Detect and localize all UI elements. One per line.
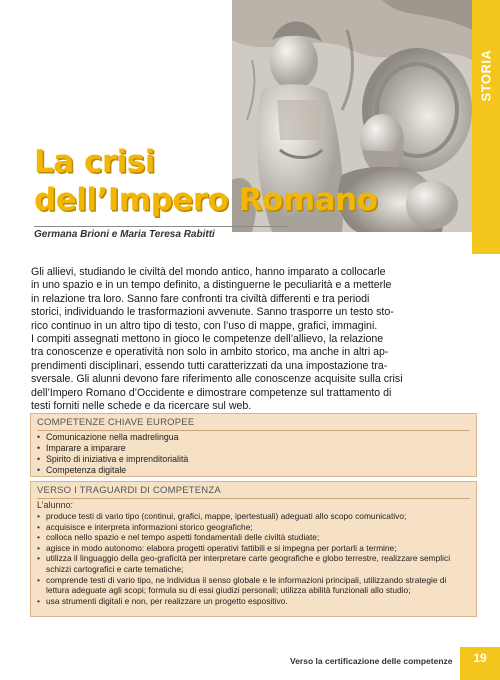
intro-line: tra conoscenze e operatività non solo in ambito storico, ma anche in altri ap- — [31, 346, 389, 359]
key-competences-list — [31, 432, 476, 476]
intro-line: Gli allievi, studiando le civiltà del mondo antico, hanno imparato a collocarle — [31, 266, 386, 278]
authors: Germana Brioni e Maria Teresa Rabitti — [34, 229, 215, 240]
competence-goals-box — [30, 481, 477, 617]
intro-line: storici, individuando le trasformazioni avvenute. Sanno trasporre un testo sto- — [31, 306, 394, 319]
list-item: • agisce in modo autonomo: elabora progetti operativi fattibili e si impegna per portarli a termine; — [37, 543, 470, 554]
list-item: • Imparare a imparare — [37, 443, 470, 454]
key-competences-header: COMPETENZE CHIAVE EUROPEE — [37, 414, 470, 431]
list-item: • usa strumenti digitali e non, per realizzare un progetto espositivo. — [37, 596, 470, 607]
intro-line: in relazione tra loro. Sanno fare confronti tra civiltà differenti e tra periodi — [31, 292, 370, 305]
page-title — [34, 143, 377, 219]
list-item: • comprende testi di vario tipo, ne individua il senso globale e le informazioni principali, utilizzando strategie di lettura adeguate agli scopi; formula su di essi giudizi personali; utilizza abilità funzionali allo studio; — [37, 575, 470, 596]
section-tab-label-wrap — [472, 0, 500, 150]
intro-line: rico continuo in un altro tipo di testo, con l’uso di mappe, grafici, immagini. — [31, 319, 378, 332]
competence-goals-subhead: L’alunno: — [37, 500, 74, 510]
list-item: • utilizza il linguaggio della geo-graficità per interpretare carte geografiche e globo terrestre, realizzare semplici schizzi cartografici e carte tematiche; — [37, 553, 470, 574]
list-item: • Comunicazione nella madrelingua — [37, 432, 470, 443]
list-item: • colloca nello spazio e nel tempo aspetti fondamentali delle civiltà studiate; — [37, 532, 470, 543]
footer-running-title: Verso la certificazione delle competenze — [290, 656, 453, 666]
intro-line: sversale. Gli alunni devono fare riferimento alle conoscenze acquisite sulla crisi — [31, 373, 403, 386]
competence-goals-header: VERSO I TRAGUARDI DI COMPETENZA — [37, 482, 470, 499]
intro-line: in uno spazio e in un tempo definito, a distinguerne le peculiarità e a metterle — [31, 279, 392, 292]
intro-line: I compiti assegnati mettono in gioco le competenze dell’allievo, la relazione — [31, 333, 384, 346]
section-tab-label: STORIA — [478, 49, 494, 101]
competence-goals-list — [31, 511, 476, 606]
page-title-line-1: La crisi — [34, 144, 155, 180]
intro-paragraph — [31, 266, 477, 413]
key-competences-box — [30, 413, 477, 477]
list-item: • acquisisce e interpreta informazioni storico geografiche; — [37, 522, 470, 533]
page-number: 19 — [460, 647, 500, 680]
list-item: • Spirito di iniziativa e imprenditorialità — [37, 454, 470, 465]
title-divider — [34, 226, 288, 227]
list-item: • produce testi di vario tipo (continui, grafici, mappe, ipertestuali) adeguati allo scopo comunicativo; — [37, 511, 470, 522]
intro-line: dell’Impero Romano d’Occidente e dimostrare competenze sul trattamento di — [31, 386, 392, 399]
page-title-line-2: dell’Impero Romano — [34, 182, 378, 218]
intro-line: prendimenti disciplinari, essendo tutti caratterizzati da una impostazione tra- — [31, 359, 388, 372]
intro-line: testi forniti nelle schede e da ricercare sul web. — [31, 400, 252, 413]
list-item: • Competenza digitale — [37, 465, 470, 476]
